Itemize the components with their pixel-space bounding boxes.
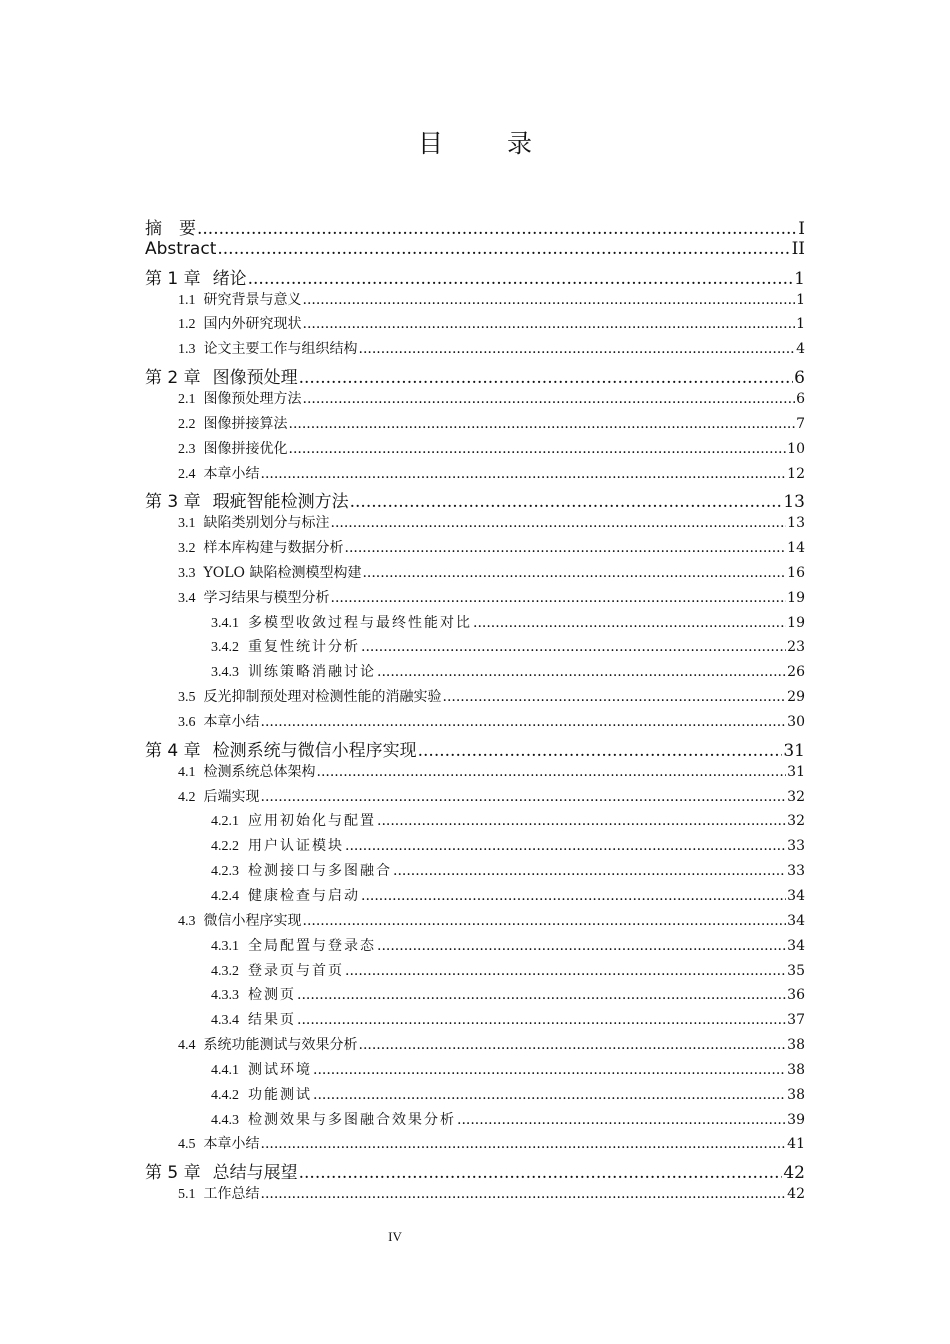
- toc-entry-title: 检测接口与多图融合: [248, 863, 392, 880]
- toc-entry-number: 3.5: [178, 690, 196, 706]
- toc-entry-number: 4.2.2: [211, 839, 239, 855]
- toc-entry-page: 30: [787, 714, 805, 730]
- toc-dot-leader: [393, 863, 786, 879]
- toc-section-entry[interactable]: [178, 711, 805, 731]
- toc-entry-number: 2.4: [178, 466, 196, 482]
- toc-subsection-entry[interactable]: [211, 612, 805, 632]
- toc-dot-leader: [261, 466, 787, 482]
- toc-section-entry[interactable]: [178, 289, 805, 309]
- toc-entry-page: 12: [787, 465, 805, 482]
- toc-section-entry[interactable]: [178, 413, 805, 433]
- toc-entry-number: 3.4.3: [211, 665, 239, 681]
- toc-entry-page: 7: [796, 415, 805, 432]
- toc-section-entry[interactable]: [178, 786, 805, 806]
- toc-entry-title: 国内外研究现状: [203, 316, 302, 333]
- toc-entry-page: 32: [787, 813, 805, 830]
- toc-section-entry[interactable]: [178, 438, 805, 458]
- toc-subsection-entry[interactable]: [211, 1059, 805, 1079]
- toc-subsection-entry[interactable]: [211, 636, 805, 656]
- toc-entry-number: 第 4 章: [145, 740, 201, 761]
- toc-entry-title: 微信小程序实现: [203, 912, 302, 929]
- toc-subsection-entry[interactable]: [211, 885, 805, 905]
- toc-entry-number: 1.1: [178, 292, 196, 308]
- toc-entry-page: 23: [787, 639, 805, 656]
- toc-entry-number: 4.4.1: [211, 1062, 239, 1078]
- toc-dot-leader: [331, 590, 787, 606]
- toc-section-entry[interactable]: [178, 463, 805, 483]
- toc-entry-page: I: [798, 219, 805, 239]
- toc-entry-number: 4.5: [178, 1137, 196, 1153]
- toc-entry-page: 6: [796, 390, 805, 407]
- toc-entry-page: 10: [787, 440, 805, 457]
- toc-entry-number: 4.2.4: [211, 888, 239, 904]
- toc-dot-leader: [362, 565, 786, 581]
- toc-section-entry[interactable]: [178, 338, 805, 358]
- toc-entry-number: 1.2: [178, 317, 196, 333]
- toc-subsection-entry[interactable]: [211, 1109, 805, 1129]
- toc-section-entry[interactable]: [178, 1183, 805, 1203]
- toc-subsection-entry[interactable]: [211, 935, 805, 955]
- toc-entry-page: 33: [787, 838, 805, 855]
- toc-entry-title: 测试环境: [248, 1061, 312, 1078]
- toc-entry-number: 4.2.3: [211, 864, 239, 880]
- toc-dot-leader: [359, 1037, 787, 1053]
- toc-entry-title: 图像拼接算法: [203, 415, 288, 432]
- toc-subsection-entry[interactable]: [211, 984, 805, 1004]
- toc-entry-page: 34: [787, 887, 805, 904]
- toc-section-entry[interactable]: [178, 388, 805, 408]
- toc-entry-title: 应用初始化与配置: [248, 813, 376, 830]
- toc-chapter-entry[interactable]: [145, 363, 805, 388]
- toc-dot-leader: [331, 515, 787, 531]
- toc-dot-leader: [418, 741, 783, 761]
- toc-entry-page: II: [791, 238, 805, 259]
- toc-dot-leader: [299, 368, 794, 388]
- toc-entry-title: 本章小结: [203, 465, 260, 482]
- toc-entry-page: 1: [796, 291, 805, 308]
- toc-dot-leader: [261, 714, 787, 730]
- toc-entry-page: 26: [787, 664, 805, 681]
- toc-entry-page: 14: [787, 540, 805, 557]
- toc-entry-page: 35: [787, 962, 805, 979]
- toc-section-entry[interactable]: [178, 512, 805, 532]
- toc-dot-leader: [289, 416, 796, 432]
- toc-dot-leader: [299, 1163, 783, 1183]
- toc-section-entry[interactable]: [178, 313, 805, 333]
- toc-entry-page: 33: [787, 863, 805, 880]
- toc-dot-leader: [197, 219, 797, 239]
- toc-entry-page: 34: [787, 912, 805, 929]
- toc-entry-number: 第 1 章: [145, 268, 201, 289]
- toc-dot-leader: [297, 987, 786, 1003]
- toc-dot-leader: [377, 813, 786, 829]
- toc-entry-page: 38: [787, 1037, 805, 1054]
- toc-entry-number: 4.4.2: [211, 1087, 239, 1103]
- toc-entry-page: 4: [796, 341, 805, 358]
- toc-dot-leader: [303, 391, 796, 407]
- toc-entry-title: 训练策略消融讨论: [248, 664, 376, 681]
- toc-entry-page: 19: [787, 614, 805, 631]
- toc-section-entry[interactable]: [178, 587, 805, 607]
- toc-entry-number: 3.4.1: [211, 615, 239, 631]
- toc-entry-number: 4.4: [178, 1038, 196, 1054]
- toc-entry-title: 检测系统与微信小程序实现: [212, 740, 417, 761]
- toc-subsection-entry[interactable]: [211, 661, 805, 681]
- toc-dot-leader: [361, 639, 786, 655]
- toc-subsection-entry[interactable]: [211, 1009, 805, 1029]
- toc-entry-number: 第 3 章: [145, 492, 201, 513]
- toc-dot-leader: [289, 441, 787, 457]
- toc-entry-title: 登录页与首页: [248, 962, 344, 979]
- toc-entry-number: 3.2: [178, 541, 196, 557]
- toc-entry-number: 3.1: [178, 516, 196, 532]
- toc-dot-leader: [303, 316, 796, 332]
- toc-entry-title: 图像预处理方法: [203, 390, 302, 407]
- toc-entry-title: 系统功能测试与效果分析: [203, 1037, 358, 1054]
- toc-entry-page: 42: [787, 1186, 805, 1203]
- toc-entry-number: 3.4: [178, 590, 196, 606]
- toc-entry-title: 反光抑制预处理对检测性能的消融实验: [203, 689, 442, 706]
- toc-dot-leader: [359, 341, 796, 357]
- toc-entry-title: 用户认证模块: [248, 838, 344, 855]
- toc-entry-title: 学习结果与模型分析: [203, 589, 330, 606]
- toc-entry-page: 13: [787, 515, 805, 532]
- toc-entry-title: 图像拼接优化: [203, 440, 288, 457]
- toc-dot-leader: [297, 1012, 786, 1028]
- toc-entry-number: 3.4.2: [211, 640, 239, 656]
- toc-dot-leader: [303, 913, 787, 929]
- toc-dot-leader: [345, 963, 786, 979]
- toc-section-entry[interactable]: [178, 910, 805, 930]
- toc-chapter-entry[interactable]: [145, 487, 805, 512]
- toc-entry-page: 6: [794, 368, 805, 389]
- page-title: 目 录: [418, 129, 560, 158]
- toc-dot-leader: [473, 615, 786, 631]
- toc-dot-leader: [261, 789, 787, 805]
- toc-entry-page: 31: [783, 740, 805, 761]
- toc-entry-number: 1.3: [178, 342, 196, 358]
- toc-entry-title: 功能测试: [248, 1086, 312, 1103]
- toc-entry-number: 第 5 章: [145, 1163, 201, 1184]
- toc-entry-number: 3.3: [178, 565, 196, 581]
- toc-entry-page: 19: [787, 589, 805, 606]
- toc-entry-page: 42: [783, 1163, 805, 1184]
- toc-entry-number: 5.1: [178, 1187, 196, 1203]
- toc-chapter-entry[interactable]: [145, 736, 805, 761]
- toc-dot-leader: [377, 664, 786, 680]
- toc-entry-page: 34: [787, 937, 805, 954]
- toc-entry-page: 38: [787, 1086, 805, 1103]
- toc-dot-leader: [217, 239, 790, 259]
- toc-entry-page: 37: [787, 1012, 805, 1029]
- toc-entry-page: 41: [787, 1136, 805, 1153]
- toc-entry-number: 2.2: [178, 416, 196, 432]
- toc-section-entry[interactable]: [178, 562, 805, 582]
- toc-entry-title: Abstract: [145, 238, 217, 259]
- toc-dot-leader: [303, 292, 796, 308]
- toc-chapter-entry[interactable]: [145, 239, 805, 259]
- toc-entry-number: 4.3.3: [211, 988, 239, 1004]
- toc-dot-leader: [313, 1062, 786, 1078]
- toc-section-entry[interactable]: [178, 1034, 805, 1054]
- toc-entry-title: 绪论: [212, 268, 247, 289]
- toc-entry-title: 检测效果与多图融合效果分析: [248, 1111, 456, 1128]
- toc-entry-title: 本章小结: [203, 1136, 260, 1153]
- toc-entry-number: 4.3.4: [211, 1013, 239, 1029]
- toc-entry-number: 4.3.1: [211, 938, 239, 954]
- toc-chapter-entry[interactable]: [145, 1158, 805, 1183]
- toc-entry-page: 32: [787, 788, 805, 805]
- toc-entry-title: 缺陷类别划分与标注: [203, 515, 330, 532]
- toc-subsection-entry[interactable]: [211, 810, 805, 830]
- toc-entry-page: 29: [787, 689, 805, 706]
- toc-entry-title: 全局配置与登录态: [248, 937, 376, 954]
- toc-entry-title: 图像预处理: [212, 368, 298, 389]
- toc-entry-title: 后端实现: [203, 788, 260, 805]
- toc-section-entry[interactable]: [178, 1133, 805, 1153]
- toc-chapter-entry[interactable]: [145, 214, 805, 239]
- toc-dot-leader: [261, 1136, 787, 1152]
- toc-dot-leader: [443, 689, 787, 705]
- toc-entry-title: 多模型收敛过程与最终性能对比: [248, 614, 472, 631]
- toc-entry-title: 健康检查与启动: [248, 887, 360, 904]
- toc-entry-number: 4.1: [178, 764, 196, 780]
- toc-entry-title: YOLO 缺陷检测模型构建: [203, 564, 362, 581]
- toc-entry-title: 工作总结: [203, 1186, 260, 1203]
- toc-entry-number: 4.2: [178, 789, 196, 805]
- toc-entry-number: 4.4.3: [211, 1112, 239, 1128]
- toc-dot-leader: [377, 938, 786, 954]
- toc-dot-leader: [248, 269, 794, 289]
- toc-section-entry[interactable]: [178, 686, 805, 706]
- toc-entry-title: 本章小结: [203, 714, 260, 730]
- toc-subsection-entry[interactable]: [211, 860, 805, 880]
- toc-entry-number: 4.2.1: [211, 814, 239, 830]
- toc-dot-leader: [317, 764, 787, 780]
- toc-entry-page: 16: [787, 564, 805, 581]
- toc-chapter-entry[interactable]: [145, 264, 805, 289]
- toc-entry-number: 4.3: [178, 913, 196, 929]
- toc-entry-page: 13: [783, 492, 805, 513]
- toc-dot-leader: [313, 1087, 786, 1103]
- toc-entry-page: 1: [796, 316, 805, 333]
- toc-entry-title: 摘 要: [145, 219, 196, 239]
- toc-entry-number: 2.1: [178, 391, 196, 407]
- toc-subsection-entry[interactable]: [211, 960, 805, 980]
- toc-entry-title: 检测页: [248, 987, 296, 1004]
- toc-entry-page: 38: [787, 1061, 805, 1078]
- toc-entry-number: 4.3.2: [211, 963, 239, 979]
- toc-dot-leader: [350, 492, 783, 512]
- toc-entry-number: 2.3: [178, 441, 196, 457]
- toc-entry-title: 重复性统计分析: [248, 639, 360, 656]
- toc-dot-leader: [345, 838, 786, 854]
- toc-entry-page: 39: [787, 1111, 805, 1128]
- toc-dot-leader: [457, 1112, 786, 1128]
- toc-entry-title: 结果页: [248, 1012, 296, 1029]
- toc-entry-page: 36: [787, 987, 805, 1004]
- toc-entry-title: 瑕疵智能检测方法: [212, 492, 349, 513]
- toc-section-entry[interactable]: [178, 761, 805, 781]
- toc-entry-number: 3.6: [178, 715, 196, 730]
- toc-entry-page: 1: [794, 268, 805, 289]
- page-number: IV: [388, 1229, 402, 1244]
- toc-entry-page: 31: [787, 763, 805, 780]
- toc-entry-number: 第 2 章: [145, 368, 201, 389]
- toc-entry-title: 总结与展望: [212, 1163, 298, 1184]
- toc-section-entry[interactable]: [178, 537, 805, 557]
- toc-entry-title: 论文主要工作与组织结构: [203, 341, 358, 358]
- toc-subsection-entry[interactable]: [211, 835, 805, 855]
- toc-entry-title: 研究背景与意义: [203, 291, 302, 308]
- toc-entry-title: 样本库构建与数据分析: [203, 540, 344, 557]
- toc-dot-leader: [345, 540, 787, 556]
- toc-entry-title: 检测系统总体架构: [203, 763, 316, 780]
- toc-dot-leader: [361, 888, 786, 904]
- toc-subsection-entry[interactable]: [211, 1084, 805, 1104]
- toc-dot-leader: [261, 1186, 787, 1202]
